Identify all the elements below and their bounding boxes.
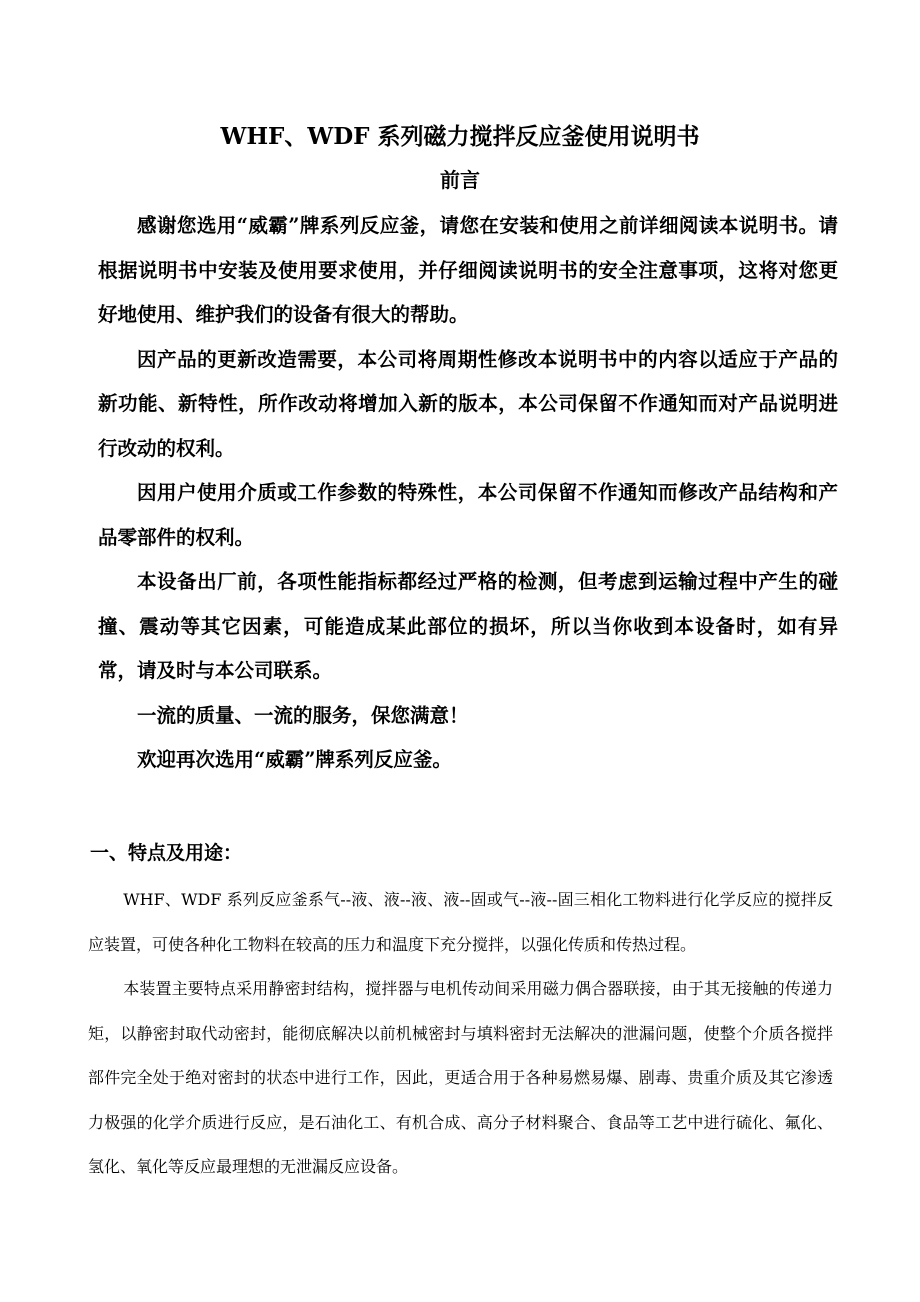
preface-body — [98, 204, 838, 783]
preface-paragraph: 因产品的更新改造需要，本公司将周期性修改本说明书中的内容以适应于产品的新功能、新特性，所作改动将增加入新的版本，本公司保留不作通知而对产品说明进行改动的权利。 — [98, 347, 838, 460]
preface-paragraph: 欢迎再次选用“威霸”牌系列反应釜。 — [137, 748, 452, 771]
document-title: WHF、WDF 系列磁力搅拌反应釜使用说明书 — [220, 123, 700, 150]
section-heading-features: 一、特点及用途： — [90, 842, 243, 864]
preface-paragraph: 因用户使用介质或工作参数的特殊性，本公司保留不作通知而修改产品结构和产品零部件的权利。 — [98, 481, 838, 549]
preface-heading: 前言 — [440, 168, 480, 192]
preface-paragraph: 本设备出厂前，各项性能指标都经过严格的检测，但考虑到运输过程中产生的碰撞、震动等其它因素，可能造成某此部位的损坏，所以当你收到本设备时，如有异常，请及时与本公司联系。 — [98, 570, 838, 682]
preface-paragraph: 感谢您选用“威霸”牌系列反应釜，请您在安装和使用之前详细阅读本说明书。请根据说明书中安装及使用要求使用，并仔细阅读说明书的安全注意事项，这将对您更好地使用、维护我们的设备有很大的帮助。 — [98, 214, 838, 326]
features-paragraph: 本装置主要特点采用静密封结构，搅拌器与电机传动间采用磁力偶合器联接，由于其无接触的传递力矩，以静密封取代动密封，能彻底解决以前机械密封与填料密封无法解决的泄漏问题，使整个介质各搅拌部件完全处于绝对密封的状态中进行工作，因此，更适合用于各种易燃易爆、剧毒、贵重介质及其它渗透力极强的化学介质进行反应，是石油化工、有机合成、高分子材料聚合、食品等工艺中进行硫化、氟化、氢化、氧化等反应最理想的无泄漏反应设备。 — [88, 979, 833, 1176]
features-body — [88, 878, 833, 1190]
features-paragraph: WHF、WDF 系列反应釜系气--液、液--液、液--固或气--液--固三相化工物料进行化学反应的搅拌反应装置，可使各种化工物料在较高的压力和温度下充分搅拌，以强化传质和传热过程。 — [88, 890, 833, 954]
preface-paragraph: 一流的质量、一流的服务，保您满意！ — [137, 703, 469, 727]
